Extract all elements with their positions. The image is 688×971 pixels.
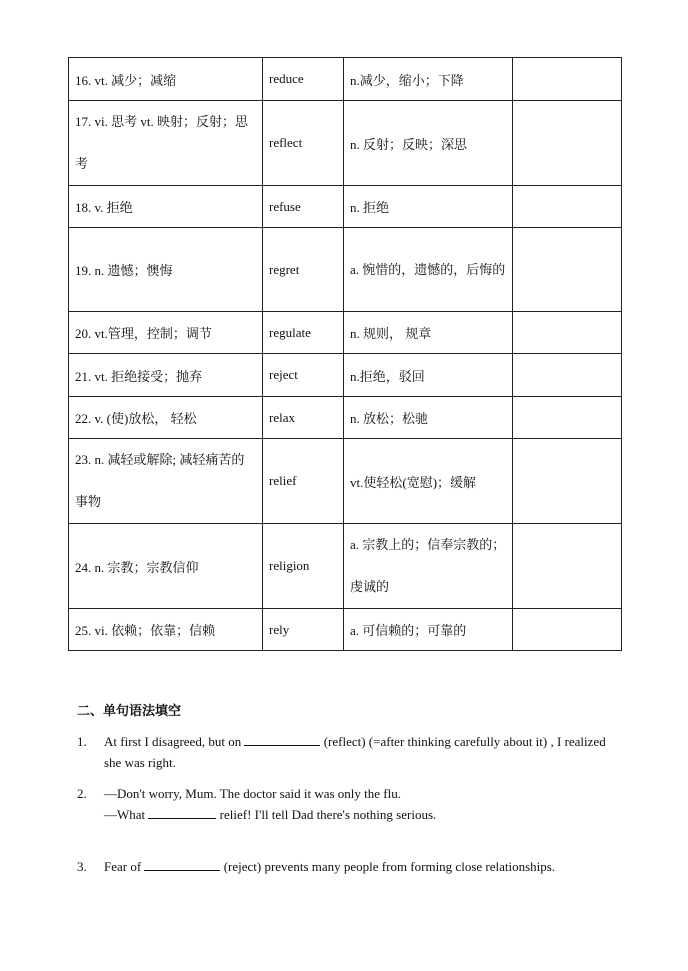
table-row	[69, 312, 622, 354]
section-title: 二、单句语法填空	[77, 704, 182, 719]
meaning-cell	[69, 58, 263, 101]
row-number: 17.	[75, 114, 92, 129]
dialogue-line	[104, 804, 617, 825]
empty-cell	[513, 228, 622, 312]
chinese-meaning: vi. 依赖；依靠；信赖	[94, 623, 216, 638]
word-cell: rely	[263, 609, 344, 651]
row-number: 22.	[75, 411, 92, 426]
derivative-cell: n. 拒绝	[344, 186, 513, 228]
derivative-text: a. 惋惜的，遗憾的，后悔的	[350, 261, 506, 277]
derivative-cell: n. 反射；反映；深思	[344, 101, 513, 186]
chinese-meaning: v. (使)放松， 轻松	[94, 411, 197, 426]
answer-blank[interactable]	[244, 733, 320, 746]
empty-cell	[513, 186, 622, 228]
meaning-cell	[69, 312, 263, 354]
derivative-cell: n.拒绝，驳回	[344, 354, 513, 397]
row-number: 24.	[75, 559, 92, 575]
row-number: 19.	[75, 263, 92, 278]
question-number: 3.	[77, 859, 87, 874]
empty-cell	[513, 397, 622, 439]
meaning-cell	[69, 228, 263, 312]
table-row	[69, 58, 622, 101]
derivative-cell: a. 可信赖的；可靠的	[344, 609, 513, 651]
chinese-meaning: vt. 拒绝接受；抛弃	[94, 368, 203, 384]
word-cell: regret	[263, 228, 344, 312]
chinese-meaning: v. 拒绝	[94, 200, 133, 215]
meaning-cell	[69, 101, 263, 186]
table-row	[69, 439, 622, 524]
row-number: 20.	[75, 326, 92, 341]
vocabulary-table	[68, 57, 622, 651]
question-text-before: At first I disagreed, but on	[104, 734, 242, 749]
table-row	[69, 354, 622, 397]
word-cell: relief	[263, 439, 344, 524]
row-number: 21.	[75, 368, 92, 384]
meaning-cell	[69, 439, 263, 524]
word-cell: religion	[263, 524, 344, 609]
table-row	[69, 609, 622, 651]
question-text	[104, 856, 617, 877]
word-cell: regulate	[263, 312, 344, 354]
word-cell: reflect	[263, 101, 344, 186]
question-item	[77, 783, 617, 825]
row-number: 18.	[75, 200, 92, 215]
meaning-cell	[69, 354, 263, 397]
meaning-cell	[69, 609, 263, 651]
question-number: 2.	[77, 786, 87, 801]
question-text	[104, 783, 617, 825]
question-text-after: relief! I'll tell Dad there's nothing serious.	[219, 807, 437, 822]
derivative-cell: n. 放松；松驰	[344, 397, 513, 439]
empty-cell	[513, 58, 622, 101]
empty-cell	[513, 524, 622, 609]
meaning-cell	[69, 397, 263, 439]
question-number: 1.	[77, 734, 87, 749]
table-row	[69, 228, 622, 312]
word-cell: reject	[263, 354, 344, 397]
row-number: 16.	[75, 72, 92, 88]
derivative-text: a. 宗教上的；信奉宗教的；虔诚的	[350, 537, 506, 594]
chinese-meaning: vt.管理，控制；调节	[94, 326, 212, 341]
question-text-before: —What	[104, 807, 146, 822]
question-text-before: Fear of	[104, 859, 142, 874]
meaning-cell	[69, 186, 263, 228]
chinese-meaning: vt. 减少；减缩	[94, 72, 177, 88]
table-row	[69, 186, 622, 228]
question-text-after: (reflect) (=after thinking carefully about it) , I realized she was right.	[104, 734, 606, 770]
answer-blank[interactable]	[144, 858, 220, 871]
word-cell: refuse	[263, 186, 344, 228]
empty-cell	[513, 312, 622, 354]
question-item	[77, 731, 617, 773]
empty-cell	[513, 439, 622, 524]
row-number: 25.	[75, 623, 92, 638]
question-text-after: (reject) prevents many people from forming close relationships.	[223, 859, 556, 874]
empty-cell	[513, 609, 622, 651]
question-text	[104, 731, 617, 773]
word-cell: reduce	[263, 58, 344, 101]
empty-cell	[513, 354, 622, 397]
row-number: 23.	[75, 452, 92, 467]
chinese-meaning: n. 宗教；宗教信仰	[94, 559, 199, 575]
chinese-meaning: vi. 思考 vt. 映射；反射；思考	[75, 114, 248, 171]
table-row	[69, 397, 622, 439]
derivative-cell: n.减少，缩小；下降	[344, 58, 513, 101]
answer-blank[interactable]	[148, 806, 216, 819]
table-row	[69, 524, 622, 609]
question-item	[77, 856, 617, 877]
derivative-cell	[344, 228, 513, 312]
table-row	[69, 101, 622, 186]
derivative-cell	[344, 524, 513, 609]
chinese-meaning: n. 遗憾；懊悔	[94, 263, 173, 278]
word-cell: relax	[263, 397, 344, 439]
derivative-cell: vt.使轻松(宽慰)；缓解	[344, 439, 513, 524]
derivative-cell: n. 规则， 规章	[344, 312, 513, 354]
empty-cell	[513, 101, 622, 186]
meaning-cell	[69, 524, 263, 609]
dialogue-line: —Don't worry, Mum. The doctor said it was only the flu.	[104, 786, 401, 801]
chinese-meaning: n. 减轻或解除; 减轻痛苦的事物	[75, 452, 245, 509]
